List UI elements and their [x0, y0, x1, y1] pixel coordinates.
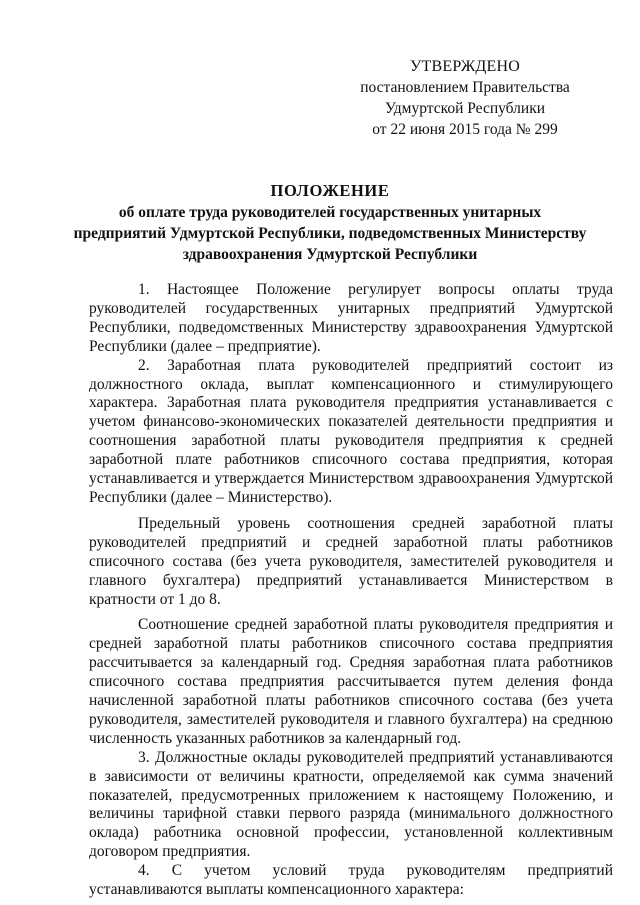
approval-block: [340, 56, 590, 140]
document-subtitle-line: предприятий Удмуртской Республики, подведомственных Министерству: [73, 225, 587, 242]
paragraph-2: 2. Заработная плата руководителей предприятий состоит из должностного оклада, выплат компенсационного и стимулирующего характера. Заработная плата руководителя предприятия устанавливается с учетом финансово-экономических показателей деятельности предприятия и соотношения заработной платы руководителя предприятия к средней заработной плате работников списочного состава предприятия, которая устанавливается и утверждается Министерством здравоохранения Удмуртской Республики (далее – Министерство).: [89, 356, 613, 506]
paragraph-2-limit: Предельный уровень соотношения средней заработной платы руководителей предприятий и средней заработной платы работников списочного состава (без учета руководителя, заместителей руководителя и главного бухгалтера) предприятий устанавливается Министерством в кратности от 1 до 8.: [89, 514, 613, 608]
approval-stamp-title: УТВЕРЖДЕНО: [409, 58, 520, 75]
document-subtitle-line: об оплате труда руководителей государственных унитарных: [118, 204, 542, 221]
document-subtitle-line: здравоохранения Удмуртской Республики: [182, 246, 478, 263]
document-body: [89, 281, 613, 900]
approval-line-date: от 22 июня 2015 года № 299: [372, 121, 558, 138]
approval-line-republic: Удмуртской Республики: [384, 100, 546, 117]
document-heading: [60, 180, 600, 265]
paragraph-1: 1. Настоящее Положение регулирует вопросы оплаты труда руководителей государственных унитарных предприятий Удмуртской Республики, подведомственных Министерству здравоохранения Удмуртской Республики (далее – предприятие).: [89, 281, 613, 355]
paragraph-2-ratio: Соотношение средней заработной платы руководителя предприятия и средней заработной платы работников списочного состава предприятия рассчитывается за календарный год. Средняя заработная плата работников списочного состава предприятия рассчитывается путем деления фонда начисленной заработной платы работников списочного состава (без учета руководителя, заместителей руководителя и главного бухгалтера) на среднюю численность указанных работников за календарный год.: [89, 616, 613, 747]
paragraph-3: 3. Должностные оклады руководителей предприятий устанавливаются в зависимости от величины кратности, определяемой как сумма значений показателей, предусмотренных приложением к настоящему Положению, и величины тарифной ставки первого разряда (минимального должностного оклада) работника основной профессии, установленной коллективным договором предприятия.: [89, 748, 613, 861]
approval-line-decree: постановлением Правительства: [360, 79, 570, 96]
document-title: ПОЛОЖЕНИЕ: [270, 181, 390, 200]
paragraph-4: 4. С учетом условий труда руководителям предприятий устанавливаются выплаты компенсационного характера:: [89, 862, 613, 899]
